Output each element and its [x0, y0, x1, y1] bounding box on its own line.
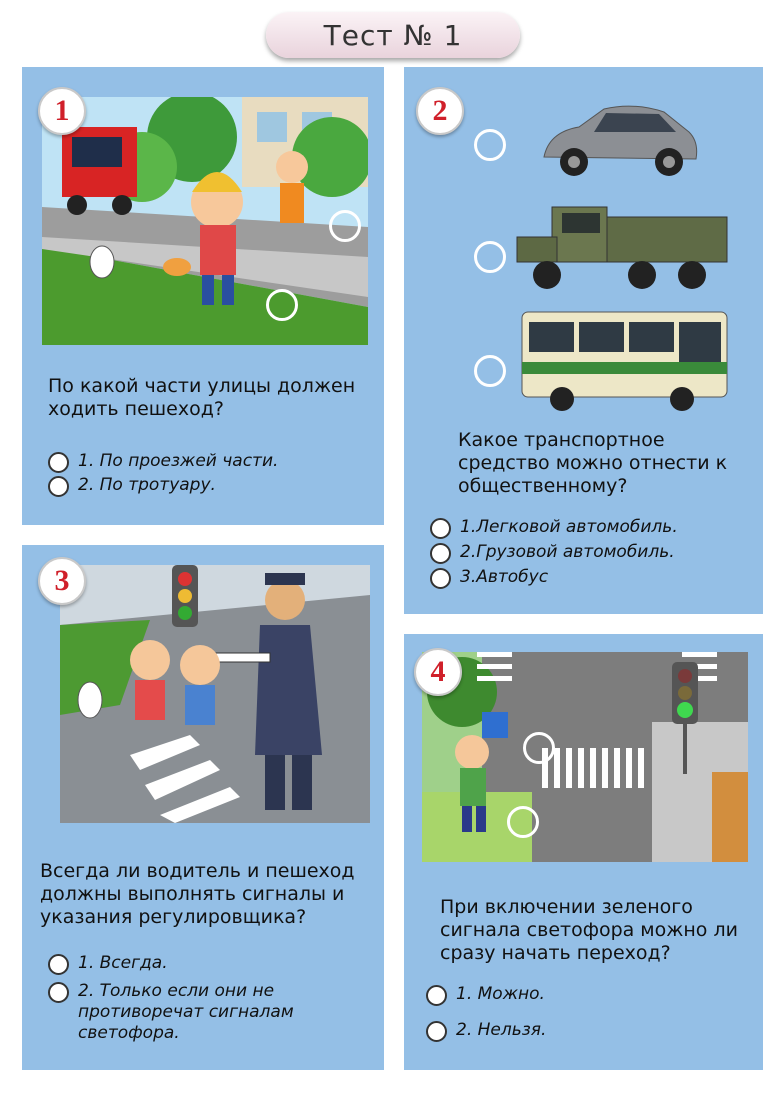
question-card-2	[404, 67, 763, 614]
answer-marker-road[interactable]	[329, 210, 361, 242]
car-image	[534, 97, 704, 187]
answer-option-label: 2.Грузовой автомобиль.	[460, 542, 675, 562]
question-number-badge: 3	[38, 557, 86, 605]
radio-button[interactable]	[430, 543, 451, 564]
question-card-4	[404, 634, 763, 1070]
question-number-badge: 4	[414, 648, 462, 696]
answer-option[interactable]	[426, 984, 545, 1006]
answer-option[interactable]	[48, 953, 168, 975]
question-card-3	[22, 545, 384, 1070]
page-title: Тест № 1	[266, 12, 520, 58]
radio-button[interactable]	[48, 452, 69, 473]
answer-option[interactable]	[430, 542, 675, 564]
answer-option-label: 2. Только если они не противоречат сигналам светофора.	[78, 981, 294, 1043]
question-text: Всегда ли водитель и пешеход должны выполнять сигналы и указания регулировщика?	[40, 860, 355, 928]
radio-button[interactable]	[426, 985, 447, 1006]
answer-option[interactable]	[430, 567, 548, 589]
bus-image	[517, 307, 732, 412]
question-text: По какой части улицы должен ходить пешеход?	[48, 375, 356, 420]
question-number-badge: 1	[38, 87, 86, 135]
question-number-badge: 2	[416, 87, 464, 135]
radio-button[interactable]	[48, 476, 69, 497]
answer-option[interactable]	[48, 981, 348, 1044]
answer-marker-bus[interactable]	[474, 355, 506, 387]
answer-option[interactable]	[430, 517, 678, 539]
answer-option[interactable]	[48, 475, 216, 497]
radio-button[interactable]	[430, 518, 451, 539]
street-illustration	[42, 97, 368, 345]
answer-option-label: 1. Можно.	[456, 984, 545, 1004]
question-text: При включении зеленого сигнала светофора можно ли сразу начать переход?	[440, 896, 738, 964]
answer-marker-curb[interactable]	[507, 806, 539, 838]
answer-option-label: 2. Нельзя.	[456, 1020, 547, 1040]
answer-option-label: 1. По проезжей части.	[78, 451, 279, 471]
answer-marker-truck[interactable]	[474, 241, 506, 273]
radio-button[interactable]	[48, 954, 69, 975]
answer-option[interactable]	[48, 451, 278, 473]
answer-marker-sidewalk[interactable]	[266, 289, 298, 321]
answer-marker-car[interactable]	[474, 129, 506, 161]
answer-option-label: 3.Автобус	[460, 567, 549, 587]
answer-option-label: 1.Легковой автомобиль.	[460, 517, 678, 537]
question-card-1	[22, 67, 384, 525]
radio-button[interactable]	[48, 982, 69, 1003]
radio-button[interactable]	[426, 1021, 447, 1042]
radio-button[interactable]	[430, 568, 451, 589]
answer-option[interactable]	[426, 1020, 546, 1042]
answer-option-label: 2. По тротуару.	[78, 475, 216, 495]
answer-marker-crossing[interactable]	[523, 732, 555, 764]
question-text: Какое транспортное средство можно отнести к общественному?	[458, 429, 728, 497]
truck-image	[512, 197, 732, 297]
traffic-controller-illustration	[60, 565, 370, 823]
answer-option-label: 1. Всегда.	[78, 953, 168, 973]
crosswalk-illustration	[422, 652, 748, 862]
